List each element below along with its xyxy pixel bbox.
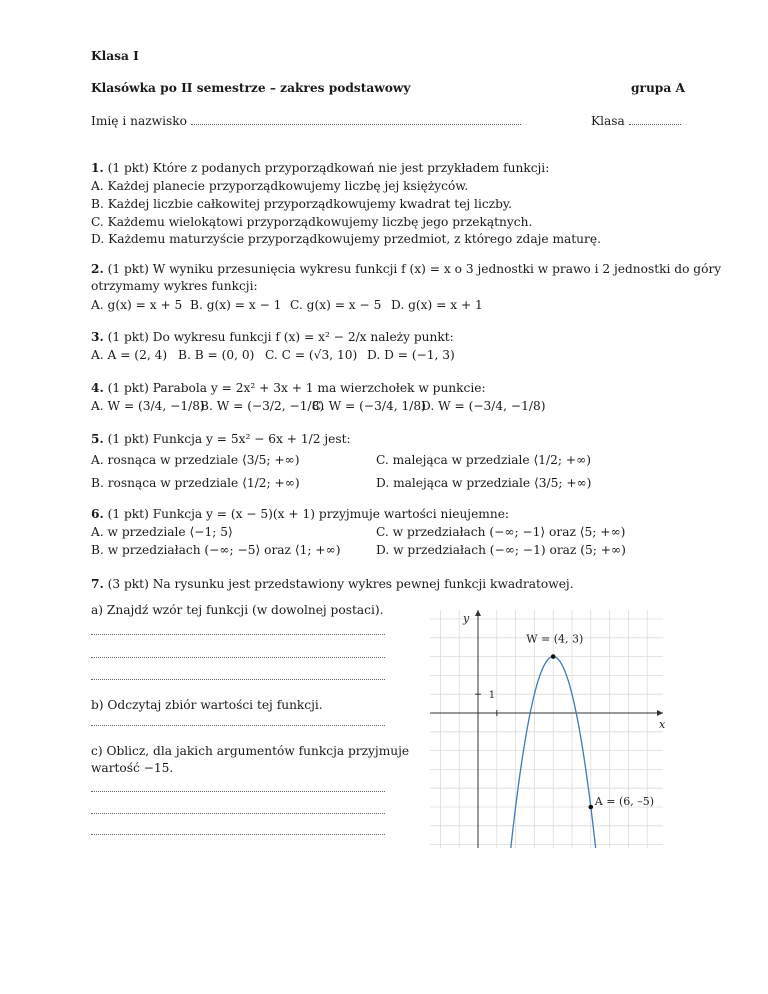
q6-option-d: D. w przedziałach (−∞; −1) oraz (5; +∞) — [376, 543, 626, 557]
y-axis-arrow — [475, 610, 481, 616]
x-axis-label: x — [659, 718, 666, 731]
q7-part-a: a) Znajdź wzór tej funkcji (w dowolnej postaci). — [91, 603, 384, 617]
q6-option-b: B. w przedziałach (−∞; −5⟩ oraz ⟨1; +∞) — [91, 543, 341, 557]
q7-part-c-line2: wartość −15. — [91, 761, 174, 775]
q3-text: 3. (1 pkt) Do wykresu funkcji f (x) = x² − 2/x należy punkt: — [91, 330, 454, 344]
q1-option-b: B. Każdej liczbie całkowitej przyporządkowujemy kwadrat tej liczby. — [91, 197, 513, 211]
vertex-label: W = (4, 3) — [526, 632, 584, 646]
q7-part-b: b) Odczytaj zbiór wartości tej funkcji. — [91, 698, 323, 712]
q2-option-a: A. g(x) = x + 5 — [91, 298, 183, 312]
q3-option-c: C. C = (√3, 10) — [265, 348, 358, 362]
q2-option-b: B. g(x) = x − 1 — [190, 298, 282, 312]
vertex-point — [551, 654, 556, 659]
q3-option-a: A. A = (2, 4) — [91, 348, 168, 362]
q1-option-c: C. Każdemu wielokątowi przyporządkowujemy liczbę jego przekątnych. — [91, 215, 533, 229]
grid — [430, 610, 663, 848]
q1-text: 1. (1 pkt) Które z podanych przyporządkowań nie jest przykładem funkcji: — [91, 161, 550, 175]
class-field-label: Klasa — [591, 114, 625, 128]
q1-option-a: A. Każdej planecie przyporządkowujemy liczbę jej księżyców. — [91, 179, 469, 193]
q7-text: 7. (3 pkt) Na rysunku jest przedstawiony wykres pewnej funkcji kwadratowej. — [91, 577, 574, 591]
q4-option-d: D. W = (−3/4, −1/8) — [421, 399, 546, 413]
q7-part-c-line1: c) Oblicz, dla jakich argumentów funkcja przyjmuje — [91, 744, 410, 758]
q5-option-a: A. rosnąca w przedziale ⟨3/5; +∞) — [91, 453, 300, 467]
name-label: Imię i nazwisko — [91, 114, 187, 128]
test-title: Klasówka po II semestrze – zakres podstawowy — [91, 81, 411, 95]
q2-option-c: C. g(x) = x − 5 — [290, 298, 382, 312]
q5-option-b: B. rosnąca w przedziale ⟨1/2; +∞) — [91, 476, 300, 490]
q2-text-line2: otrzymamy wykres funkcji: — [91, 279, 258, 293]
q6-option-c: C. w przedziałach (−∞; −1⟩ oraz ⟨5; +∞) — [376, 525, 626, 539]
q6-option-a: A. w przedziale ⟨−1; 5⟩ — [91, 525, 233, 539]
q4-option-c: C. W = (−3/4, 1/8) — [312, 399, 426, 413]
point-a-label: A = (6, –5) — [594, 795, 655, 808]
q4-option-a: A. W = (3/4, −1/8) — [91, 399, 205, 413]
q5-option-d: D. malejąca w przedziale ⟨3/5; +∞) — [376, 476, 592, 490]
y-axis-label: y — [463, 612, 470, 625]
q6-text: 6. (1 pkt) Funkcja y = (x − 5)(x + 1) przyjmuje wartości nieujemne: — [91, 507, 510, 521]
q2-text: 2. (1 pkt) W wyniku przesunięcia wykresu funkcji f (x) = x o 3 jednostki w prawo i 2 jednostki do góry — [91, 262, 722, 276]
q3-option-b: B. B = (0, 0) — [178, 348, 255, 362]
q5-text: 5. (1 pkt) Funkcja y = 5x² − 6x + 1/2 jest: — [91, 432, 351, 446]
q4-text: 4. (1 pkt) Parabola y = 2x² + 3x + 1 ma wierzchołek w punkcie: — [91, 381, 486, 395]
class-heading: Klasa I — [91, 49, 139, 63]
point-a — [589, 805, 594, 810]
q5-option-c: C. malejąca w przedziale ⟨1/2; +∞) — [376, 453, 591, 467]
q4-option-b: B. W = (−3/2, −1/8) — [200, 399, 325, 413]
x-axis-arrow — [657, 710, 663, 716]
q2-option-d: D. g(x) = x + 1 — [391, 298, 483, 312]
q3-option-d: D. D = (−1, 3) — [367, 348, 455, 362]
group-label: grupa A — [631, 81, 685, 95]
q1-option-d: D. Każdemu maturzyście przyporządkowujemy przedmiot, z którego zdaje maturę. — [91, 232, 601, 246]
tick-label-one: 1 — [488, 690, 496, 702]
